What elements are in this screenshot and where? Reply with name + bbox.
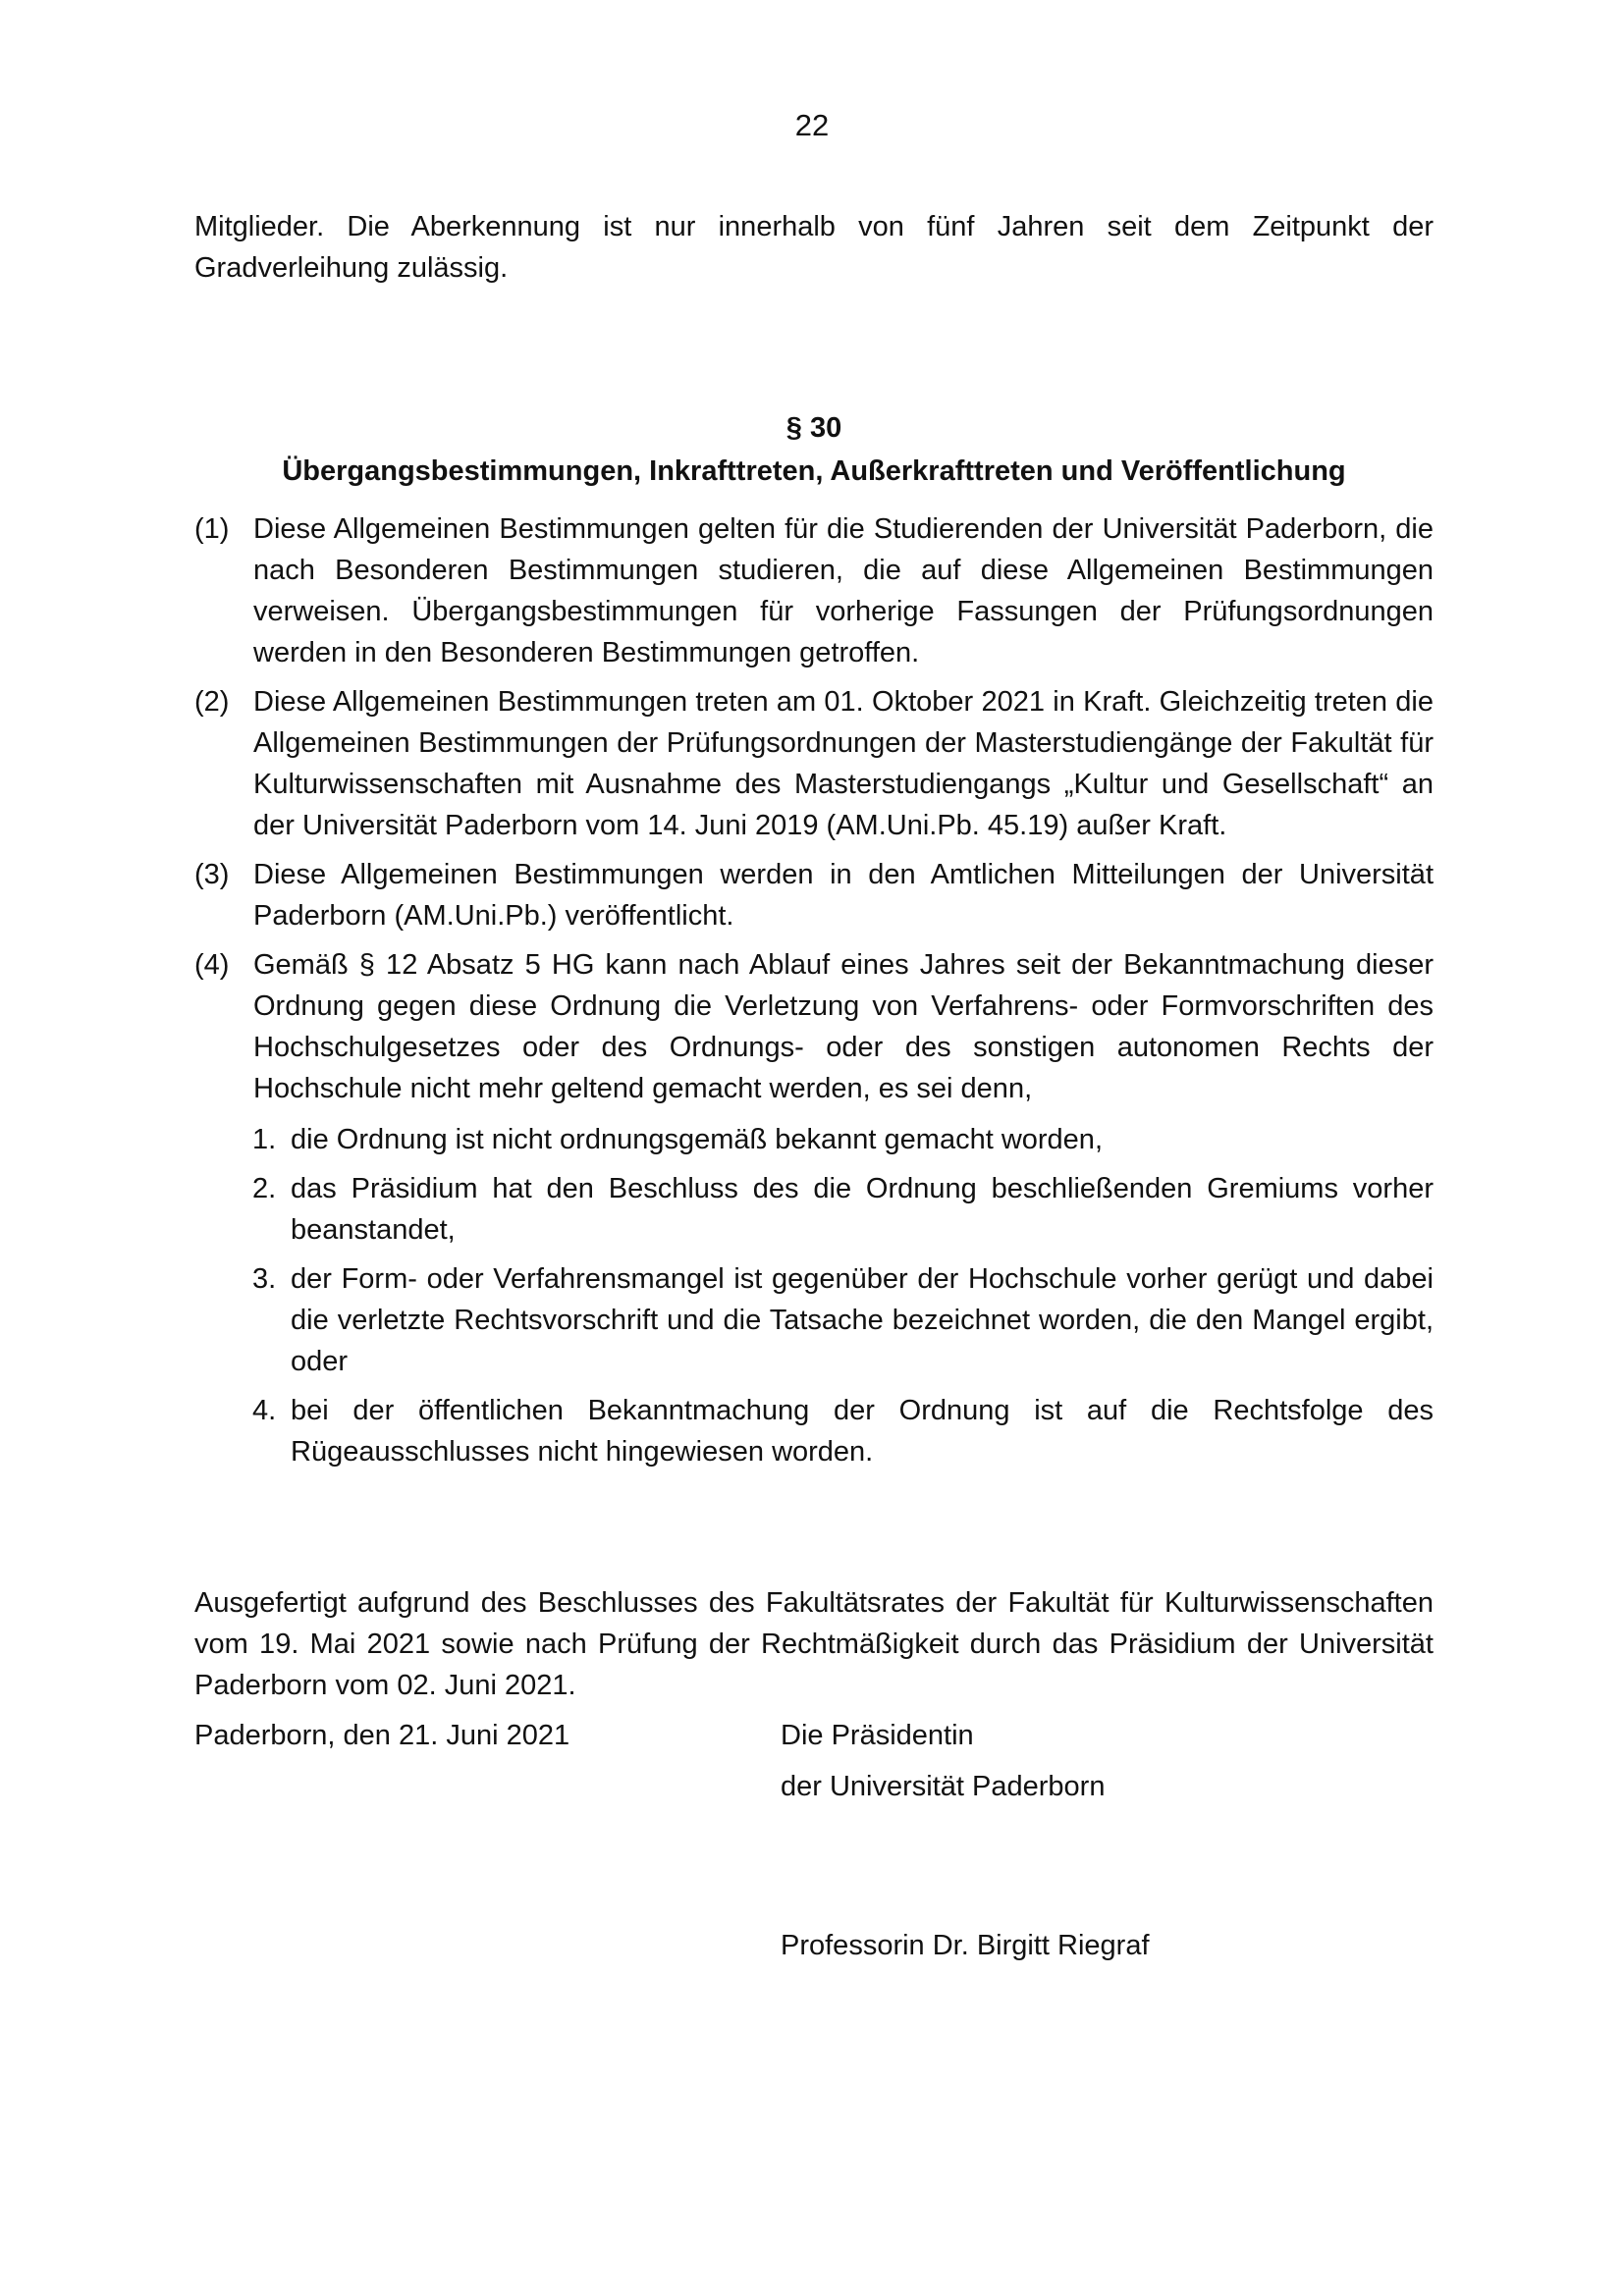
section-title: Übergangsbestimmungen, Inkrafttreten, Außerkrafttreten und Veröffentlichung: [282, 455, 1346, 487]
list-item-number: 1.: [252, 1124, 277, 1155]
paragraph-number: (2): [194, 686, 230, 718]
list-item-text: das Präsidium hat den Beschluss des die Ordnung beschließenden Gremiums vorher beanstandet,: [291, 1173, 1434, 1246]
list-item-text: die Ordnung ist nicht ordnungsgemäß bekannt gemacht worden,: [291, 1124, 1103, 1155]
list-item-number: 4.: [252, 1395, 277, 1426]
paragraph-4: [194, 944, 1434, 1109]
signatory-role: [781, 1710, 1105, 1812]
signatory-role-line-1: Die Präsidentin: [781, 1720, 974, 1751]
paragraph-text: Diese Allgemeinen Bestimmungen treten am 01. Oktober 2021 in Kraft. Gleichzeitig treten die Allgemeinen Bestimmungen der Prüfungsordnungen der Masterstudiengänge der Fakultät für Kulturwissenschaften mit Ausnahme des Masterstudiengangs „Kultur und Gesellschaft“ an der Universität Paderborn vom 14. Juni 2019 (AM.Uni.Pb. 45.19) außer Kraft.: [253, 686, 1434, 841]
document-body: [194, 206, 1434, 1735]
signatory-role-line-2: der Universität Paderborn: [781, 1771, 1106, 1802]
intro-text: Mitglieder. Die Aberkennung ist nur innerhalb von fünf Jahren seit dem Zeitpunkt der Gradverleihung zulässig.: [194, 211, 1434, 284]
paragraph-text: Diese Allgemeinen Bestimmungen werden in den Amtlichen Mitteilungen der Universität Paderborn (AM.Uni.Pb.) veröffentlicht.: [253, 859, 1434, 932]
paragraph-number: (1): [194, 513, 230, 545]
list-item: [194, 1168, 1434, 1251]
section-number: § 30: [785, 412, 842, 444]
closing-statement: Ausgefertigt aufgrund des Beschlusses des Fakultätsrates der Fakultät für Kulturwissenschaften vom 19. Mai 2021 sowie nach Prüfung der Rechtmäßigkeit durch das Präsidium der Universität Paderborn vom 02. Juni 2021.: [194, 1587, 1434, 1701]
list-item: [194, 1258, 1434, 1382]
page-number: 22: [794, 108, 830, 142]
paragraph-text: Diese Allgemeinen Bestimmungen gelten für die Studierenden der Universität Paderborn, die nach Besonderen Bestimmungen studieren, die auf diese Allgemeinen Bestimmungen verweisen. Übergangsbestimmungen für vorherige Fassungen der Prüfungsordnungen werden in den Besonderen Bestimmungen getroffen.: [253, 513, 1434, 668]
paragraph-2: [194, 681, 1434, 846]
numbered-sublist: [194, 1119, 1434, 1472]
paragraph-3: [194, 854, 1434, 936]
signatory-name: Professorin Dr. Birgitt Riegraf: [781, 1930, 1150, 1961]
place-date: Paderborn, den 21. Juni 2021: [194, 1720, 570, 1751]
paragraph-list: [194, 508, 1434, 1109]
list-item-number: 3.: [252, 1263, 277, 1295]
paragraph-number: (3): [194, 859, 230, 890]
paragraph-1: [194, 508, 1434, 673]
list-item-text: der Form- oder Verfahrensmangel ist gegenüber der Hochschule vorher gerügt und dabei die verletzte Rechtsvorschrift und die Tatsache bezeichnet worden, die den Mangel ergibt, oder: [291, 1263, 1434, 1377]
paragraph-text: Gemäß § 12 Absatz 5 HG kann nach Ablauf eines Jahres seit der Bekanntmachung dieser Ordnung gegen diese Ordnung die Verletzung von Verfahrens- oder Formvorschriften des Hochschulgesetzes oder des Ordnungs- oder des sonstigen autonomen Rechts der Hochschule nicht mehr geltend gemacht werden, es sei denn,: [253, 949, 1434, 1104]
list-item: [194, 1390, 1434, 1472]
list-item-number: 2.: [252, 1173, 277, 1204]
paragraph-number: (4): [194, 949, 230, 981]
list-item-text: bei der öffentlichen Bekanntmachung der Ordnung ist auf die Rechtsfolge des Rügeausschlusses nicht hingewiesen worden.: [291, 1395, 1434, 1468]
section-heading: [194, 406, 1434, 493]
list-item: [194, 1119, 1434, 1160]
